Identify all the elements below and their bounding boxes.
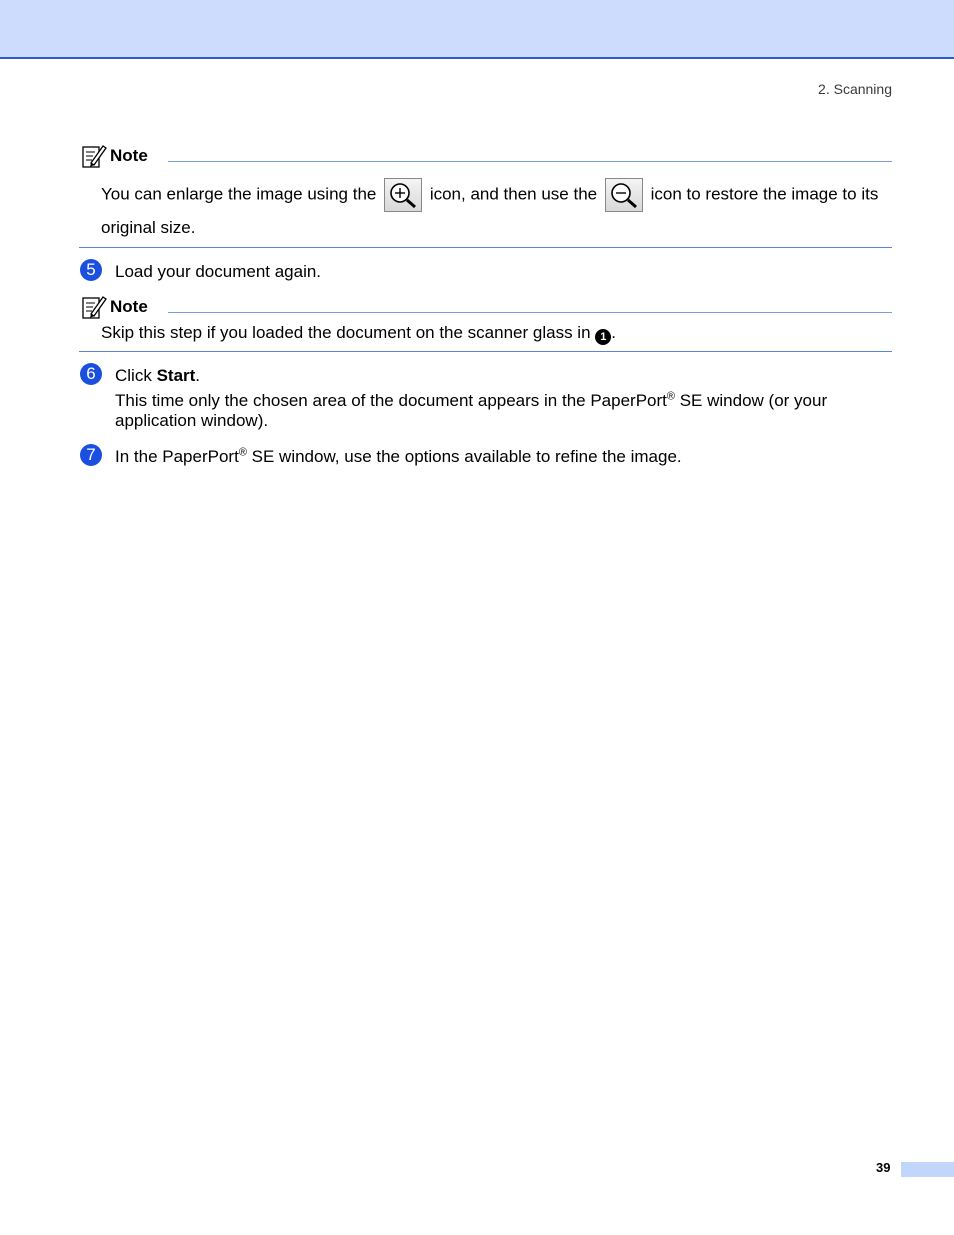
note-label: Note [110, 146, 148, 165]
step-6-detail-cont: application window). [115, 411, 269, 430]
step-5-text: Load your document again. [115, 262, 322, 281]
note-text: You can enlarge the image using the [101, 184, 377, 204]
note-pencil-icon [81, 294, 107, 320]
zoom-in-icon [384, 178, 422, 212]
note-text: Skip this step if you loaded the document on the scanner glass in [101, 323, 591, 342]
note-text-cont: original size. [101, 218, 196, 237]
note-rule-bottom-1 [79, 247, 892, 248]
registered-mark: ® [238, 446, 247, 459]
step-6-text [115, 366, 200, 386]
step-6-detail-a: This time only the chosen area of the document appears in the PaperPort [115, 391, 667, 410]
note-rule-bottom-2 [79, 351, 892, 352]
header-band [0, 0, 954, 59]
note-rule-top-1 [168, 161, 892, 162]
step-6-detail-b: SE window (or your [675, 391, 828, 410]
start-keyword: Start [156, 366, 196, 385]
step-reference-badge: 1 [595, 329, 611, 345]
step-7-text-b: SE window, use the options available to refine the image. [246, 447, 682, 466]
note-pencil-icon [81, 143, 107, 169]
zoom-out-icon [605, 178, 643, 212]
note-header-2 [81, 294, 148, 320]
step-6-detail [115, 391, 885, 411]
note-text: icon to restore the image to its [650, 184, 879, 204]
note-header-1 [81, 143, 148, 169]
running-head: 2. Scanning [818, 81, 892, 97]
step-6-period: . [195, 366, 201, 385]
step-7-text-a: In the PaperPort [115, 447, 239, 466]
step-number-6: 6 [80, 363, 102, 385]
step-6-click: Click [115, 366, 157, 385]
registered-mark: ® [666, 390, 675, 403]
page-number: 39 [876, 1160, 891, 1175]
step-7-text [115, 447, 682, 467]
footer-bar [901, 1162, 954, 1177]
note-text-end: . [611, 323, 616, 342]
note-text: icon, and then use the [429, 184, 598, 204]
note-label: Note [110, 297, 148, 316]
note-body-1 [101, 178, 901, 212]
step-number-5: 5 [80, 259, 102, 281]
note-body-2 [101, 323, 616, 345]
note-rule-top-2 [168, 312, 892, 313]
step-number-7: 7 [80, 444, 102, 466]
